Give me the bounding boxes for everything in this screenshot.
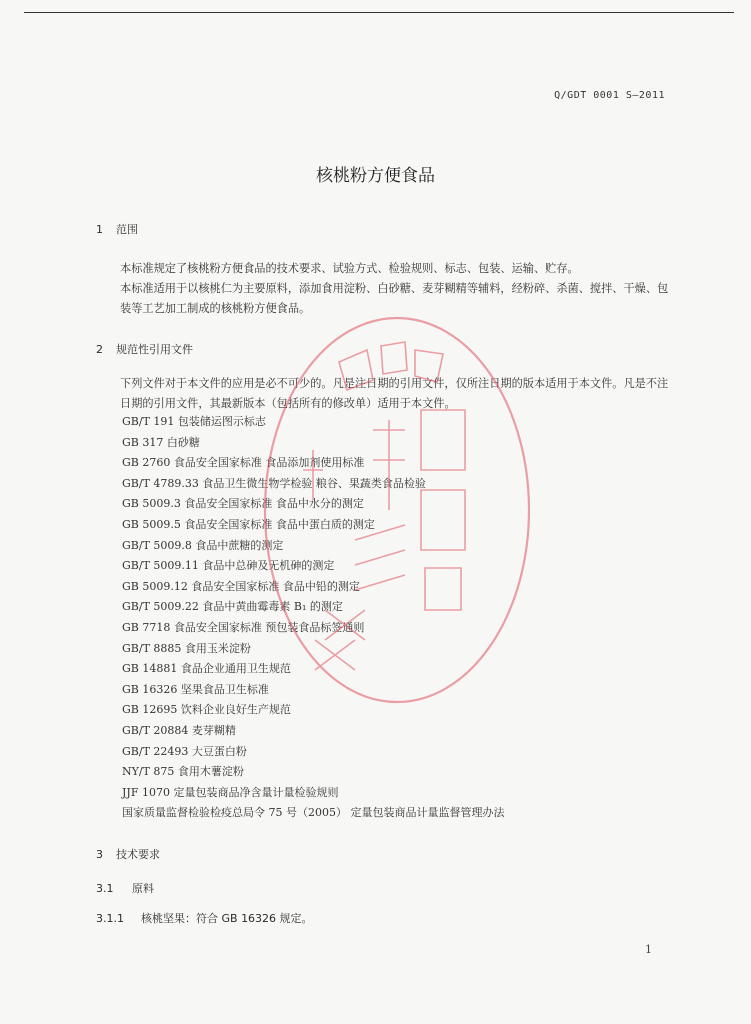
reference-item: GB 7718 食品安全国家标准 预包装食品标签通则 <box>122 620 365 634</box>
official-seal-stamp <box>255 310 540 710</box>
reference-item: GB/T 5009.11 食品中总砷及无机砷的测定 <box>122 559 335 573</box>
subsection-3-1-title: 原料 <box>132 882 154 895</box>
reference-item: GB 14881 食品企业通用卫生规范 <box>122 662 291 676</box>
section-2-title: 规范性引用文件 <box>116 343 193 356</box>
subsection-3-1 <box>96 880 154 896</box>
reference-item: GB/T 5009.22 食品中黄曲霉毒素 B₁ 的测定 <box>122 600 343 614</box>
standard-code: Q/GDT 0001 S—2011 <box>554 90 665 101</box>
document-title: 核桃粉方便食品 <box>316 166 435 186</box>
header-rule-right <box>642 12 734 13</box>
subsection-3-1-number: 3.1 <box>96 882 114 895</box>
section-1-number: 1 <box>96 223 103 236</box>
clause-3-1-1-number: 3.1.1 <box>96 912 124 925</box>
reference-item: GB 317 白砂糖 <box>122 435 200 449</box>
clause-3-1-1-text: 核桃坚果：符合 GB 16326 规定。 <box>141 912 313 925</box>
reference-item: GB/T 5009.8 食品中蔗糖的测定 <box>122 538 284 552</box>
section-1-heading <box>96 221 138 237</box>
reference-item: GB/T 4789.33 食品卫生微生物学检验 粮谷、果蔬类食品检验 <box>122 476 426 490</box>
clause-3-1-1 <box>96 910 313 926</box>
reference-item: GB 12695 饮料企业良好生产规范 <box>122 703 291 717</box>
reference-item: JJF 1070 定量包装商品净含量计量检验规则 <box>122 785 339 799</box>
reference-item: GB 16326 坚果食品卫生标准 <box>122 682 269 696</box>
reference-item: NY/T 875 食用木薯淀粉 <box>122 765 244 779</box>
scope-paragraph-2: 本标准适用于以核桃仁为主要原料，添加食用淀粉、白砂糖、麦芽糊精等辅料，经粉碎、杀菌、搅拌、干燥、包装等工艺加工制成的核桃粉方便食品。 <box>120 282 669 315</box>
scope-paragraph-1: 本标准规定了核桃粉方便食品的技术要求、试验方式、检验规则、标志、包装、运输、贮存。 <box>120 262 579 275</box>
section-3-heading <box>96 846 160 862</box>
reference-item: 国家质量监督检验检疫总局令 75 号（2005） 定量包装商品计量监督管理办法 <box>122 806 505 820</box>
references-intro-paragraph: 下列文件对于本文件的应用是必不可少的。凡是注日期的引用文件，仅所注日期的版本适用于本文件。凡是不注日期的引用文件，其最新版本（包括所有的修改单）适用于本文件。 <box>120 377 669 410</box>
section-3-title: 技术要求 <box>116 848 160 861</box>
reference-item: GB/T 22493 大豆蛋白粉 <box>122 744 247 758</box>
reference-item: GB/T 191 包装储运图示标志 <box>122 415 266 428</box>
section-2-heading <box>96 341 193 357</box>
page-number: 1 <box>645 943 652 956</box>
reference-item: GB/T 8885 食用玉米淀粉 <box>122 641 251 655</box>
section-2-number: 2 <box>96 343 103 356</box>
reference-item: GB 5009.3 食品安全国家标准 食品中水分的测定 <box>122 497 364 511</box>
header-rule-left <box>24 12 644 13</box>
section-1-title: 范围 <box>116 223 138 236</box>
reference-item: GB 5009.12 食品安全国家标准 食品中铅的测定 <box>122 579 360 593</box>
reference-item: GB/T 20884 麦芽糊精 <box>122 723 236 737</box>
reference-item: GB 2760 食品安全国家标准 食品添加剂使用标准 <box>122 456 365 470</box>
reference-item: GB 5009.5 食品安全国家标准 食品中蛋白质的测定 <box>122 517 375 531</box>
section-3-number: 3 <box>96 848 103 861</box>
